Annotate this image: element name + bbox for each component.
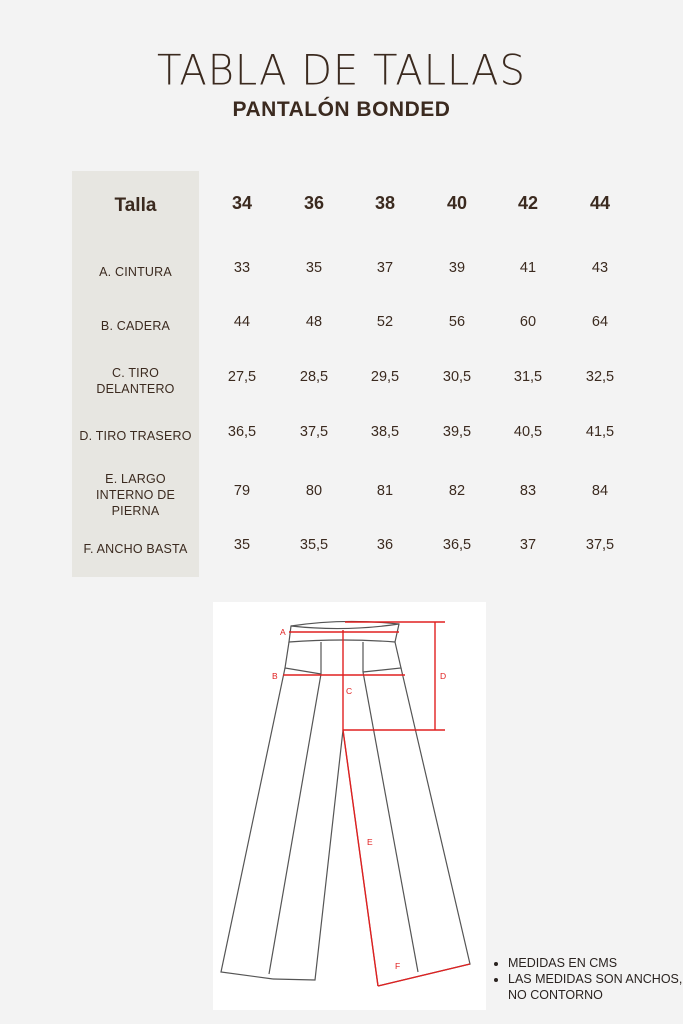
measure-line-e — [343, 730, 378, 986]
table-cell: 40,5 — [513, 424, 543, 440]
table-header-label: Talla — [114, 195, 157, 216]
pants-diagram-svg — [213, 602, 486, 1010]
table-cell: 28,5 — [299, 369, 329, 385]
left-crease — [269, 674, 321, 974]
size-header-1: 36 — [303, 192, 325, 213]
table-cell: 79 — [233, 483, 251, 499]
note-item: • MEDIDAS EN CMS — [508, 955, 683, 971]
row-label: C. TIRO DELANTERO — [96, 366, 175, 396]
table-cell: 29,5 — [370, 369, 400, 385]
left-inner-leg — [273, 730, 343, 980]
page-title: TABLA DE TALLAS — [157, 46, 526, 96]
waistband-top-curve — [291, 624, 399, 629]
table-cell: 83 — [519, 483, 537, 499]
row-label: A. CINTURA — [99, 265, 172, 279]
table-cell: 41 — [519, 260, 537, 276]
table-cell: 35,5 — [299, 537, 329, 553]
right-crease — [363, 672, 418, 972]
table-cell: 35 — [305, 260, 323, 276]
table-cell: 39 — [448, 260, 466, 276]
pants-diagram — [213, 602, 486, 1010]
page-subtitle: PANTALÓN BONDED — [232, 98, 451, 121]
measurement-markers — [272, 627, 446, 971]
table-cell: 37,5 — [299, 424, 329, 440]
right-yoke — [363, 642, 401, 672]
table-cell: 84 — [591, 483, 609, 499]
table-cell: 37 — [519, 537, 537, 553]
table-cell: 56 — [448, 314, 466, 330]
row-label: F. ANCHO BASTA — [83, 542, 188, 556]
table-cell: 30,5 — [442, 369, 472, 385]
table-cell: 36 — [376, 537, 394, 553]
table-cell: 35 — [233, 537, 251, 553]
row-label: E. LARGO INTERNO DE PIERNA — [95, 472, 176, 518]
row-label: B. CADERA — [100, 319, 171, 333]
marker-b: B — [272, 671, 278, 681]
table-cell: 41,5 — [585, 424, 615, 440]
left-yoke — [285, 642, 321, 674]
table-cell: 37 — [376, 260, 394, 276]
size-header-2: 38 — [374, 192, 396, 213]
table-cell: 27,5 — [227, 369, 257, 385]
table-cell: 31,5 — [513, 369, 543, 385]
table-cell: 64 — [591, 314, 609, 330]
marker-d: D — [440, 671, 447, 681]
table-cell: 60 — [519, 314, 537, 330]
table-cell: 81 — [376, 483, 394, 499]
notes-list — [490, 955, 683, 1003]
table-cell: 44 — [233, 314, 251, 330]
measure-line-f — [378, 964, 470, 986]
pants-outline — [221, 621, 470, 986]
table-cell: 48 — [305, 314, 323, 330]
left-outer-leg — [221, 668, 285, 979]
table-cell: 80 — [305, 483, 323, 499]
size-header-3: 40 — [446, 192, 468, 213]
marker-e: E — [367, 837, 373, 847]
size-header-5: 44 — [589, 192, 611, 213]
table-cell: 38,5 — [370, 424, 400, 440]
table-cell: 39,5 — [442, 424, 472, 440]
marker-c: C — [346, 686, 353, 696]
table-cell: 36,5 — [442, 537, 472, 553]
marker-f: F — [395, 961, 401, 971]
note-item: • LAS MEDIDAS SON ANCHOS, NO CONTORNO — [508, 971, 683, 1003]
table-cell: 43 — [591, 260, 609, 276]
table-cell: 32,5 — [585, 369, 615, 385]
size-header-0: 34 — [231, 192, 253, 213]
row-label: D. TIRO TRASERO — [79, 429, 192, 443]
table-cell: 33 — [233, 260, 251, 276]
marker-a: A — [280, 627, 286, 637]
table-cell: 36,5 — [227, 424, 257, 440]
table-cell: 82 — [448, 483, 466, 499]
table-cell: 52 — [376, 314, 394, 330]
table-cell: 37,5 — [585, 537, 615, 553]
size-header-4: 42 — [517, 192, 539, 213]
